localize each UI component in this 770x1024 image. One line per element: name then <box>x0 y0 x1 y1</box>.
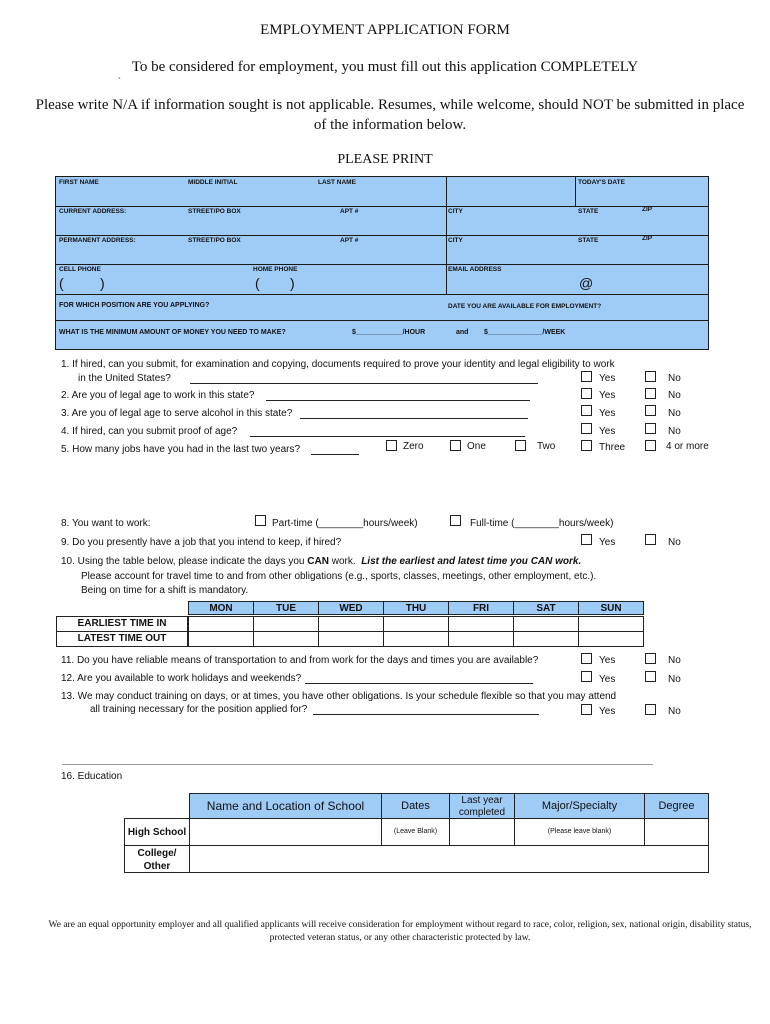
q12-yes-checkbox[interactable] <box>581 671 592 682</box>
current-address-field[interactable]: CURRENT ADDRESS: <box>59 208 127 215</box>
q1-yes-checkbox[interactable] <box>581 371 592 382</box>
stray-mark: ` <box>118 76 121 86</box>
q13-answer-line[interactable] <box>313 714 539 715</box>
q1-text: 1. If hired, can you submit, for examination and copying, documents required to prove your identity and legal eligibility to work <box>61 359 615 370</box>
q2-text: 2. Are you of legal age to work in this state? <box>61 390 255 401</box>
current-apt-label: APT # <box>340 208 359 215</box>
current-zip-label: ZIP <box>642 206 653 213</box>
q10-text-cont2: Being on time for a shift is mandatory. <box>81 585 249 596</box>
available-date-field[interactable]: DATE YOU ARE AVAILABLE FOR EMPLOYMENT? <box>448 303 602 310</box>
q11-yes-label: Yes <box>599 655 616 666</box>
permanent-address-field[interactable]: PERMANENT ADDRESS: <box>59 237 136 244</box>
edu-header-degree: Degree <box>644 793 709 819</box>
q4-text: 4. If hired, can you submit proof of age? <box>61 426 238 437</box>
q13-yes-label: Yes <box>599 706 616 717</box>
and-label: and <box>456 329 469 336</box>
day-header: SAT <box>513 601 579 615</box>
intro-na-instructions: Please write N/A if information sought is not applicable. Resumes, while welcome, should NOT be submitted in place of the information below. <box>35 97 745 133</box>
q13-yes-checkbox[interactable] <box>581 704 592 715</box>
q9-text: 9. Do you presently have a job that you intend to keep, if hired? <box>61 537 342 548</box>
q12-no-label: No <box>668 674 681 685</box>
q5-one-checkbox[interactable] <box>450 440 461 451</box>
q12-yes-label: Yes <box>599 674 616 685</box>
q4-answer-line[interactable] <box>250 436 525 437</box>
time-cell[interactable] <box>383 616 449 632</box>
edu-header-major: Major/Specialty <box>514 793 645 819</box>
q1-answer-line[interactable] <box>190 383 538 384</box>
q1-no-label: No <box>668 373 681 384</box>
day-header: SUN <box>578 601 644 615</box>
high-school-name-cell[interactable] <box>189 818 382 846</box>
q5-answer-line[interactable] <box>311 454 359 455</box>
q2-no-checkbox[interactable] <box>645 388 656 399</box>
full-time-label: Full-time (________hours/week) <box>470 518 614 529</box>
eeo-statement: We are an equal opportunity employer and all qualified applicants will receive consideration for employment without regard to race, color, religion, sex, national origin, disability status, protected veteran status, or any other characteristic protected by law. <box>48 920 752 943</box>
time-cell[interactable] <box>578 631 644 647</box>
q16-text: 16. Education <box>61 771 123 782</box>
cell-paren-close: ) <box>100 275 105 291</box>
q11-no-checkbox[interactable] <box>645 653 656 664</box>
q11-text: 11. Do you have reliable means of transportation to and from work for the days and times you are available? <box>61 655 539 666</box>
home-paren-open: ( <box>255 275 260 291</box>
at-sign: @ <box>579 275 594 291</box>
min-pay-hour-field[interactable]: $____________/HOUR <box>352 329 426 336</box>
q5-zero-checkbox[interactable] <box>386 440 397 451</box>
q12-answer-line[interactable] <box>305 683 533 684</box>
q3-yes-label: Yes <box>599 408 616 419</box>
permanent-city-label: CITY <box>448 237 463 244</box>
q3-yes-checkbox[interactable] <box>581 405 592 416</box>
min-pay-label: WHAT IS THE MINIMUM AMOUNT OF MONEY YOU NEED TO MAKE? <box>59 329 286 336</box>
intro-completely: To be considered for employment, you must fill out this application COMPLETELY <box>131 59 639 75</box>
day-header: MON <box>188 601 254 615</box>
college-cell[interactable] <box>189 845 709 873</box>
q3-answer-line[interactable] <box>300 418 528 419</box>
time-cell[interactable] <box>513 616 579 632</box>
q5-two-label: Two <box>537 441 556 452</box>
q5-four-more-label: 4 or more <box>666 441 709 452</box>
q13-text: 13. We may conduct training on days, or at times, you have other obligations. Is your schedule flexible so that you may attend <box>61 691 617 702</box>
edu-header-last-year: Last year completed <box>449 793 515 819</box>
current-state-label: STATE <box>578 208 599 215</box>
q5-three-checkbox[interactable] <box>581 440 592 451</box>
time-cell[interactable] <box>578 616 644 632</box>
q4-yes-label: Yes <box>599 426 616 437</box>
q10-text: 10. Using the table below, please indicate the days you CAN work. List the earliest and latest time you CAN work. <box>61 556 582 567</box>
cell-phone-field[interactable]: CELL PHONE <box>59 266 101 273</box>
q10-text-cont: Please account for travel time to and from other obligations (e.g., sports, classes, meetings, other employment, etc.). <box>81 571 597 582</box>
time-cell[interactable] <box>318 631 384 647</box>
time-cell[interactable] <box>448 616 514 632</box>
q13-no-label: No <box>668 706 681 717</box>
permanent-state-label: STATE <box>578 237 599 244</box>
contact-info-table <box>55 176 709 350</box>
q4-no-checkbox[interactable] <box>645 423 656 434</box>
part-time-label: Part-time (________hours/week) <box>272 518 418 529</box>
time-cell[interactable] <box>513 631 579 647</box>
q2-answer-line[interactable] <box>266 400 530 401</box>
high-school-dates-cell: (Leave Blank) <box>381 818 450 846</box>
q3-no-checkbox[interactable] <box>645 405 656 416</box>
q5-two-checkbox[interactable] <box>515 440 526 451</box>
q13-text-cont: all training necessary for the position applied for? <box>90 704 308 715</box>
latest-time-label: LATEST TIME OUT <box>56 631 188 647</box>
current-city-label: CITY <box>448 208 463 215</box>
q4-no-label: No <box>668 426 681 437</box>
last-name-field[interactable]: LAST NAME <box>318 179 356 186</box>
q4-yes-checkbox[interactable] <box>581 423 592 434</box>
email-field[interactable]: EMAIL ADDRESS <box>448 266 502 273</box>
divider <box>62 764 653 765</box>
time-cell[interactable] <box>253 631 319 647</box>
cell-paren-open: ( <box>59 275 64 291</box>
q12-text: 12. Are you available to work holidays and weekends? <box>61 673 302 684</box>
q8-text: 8. You want to work: <box>61 518 151 529</box>
time-cell[interactable] <box>318 616 384 632</box>
q9-no-checkbox[interactable] <box>645 534 656 545</box>
time-cell[interactable] <box>383 631 449 647</box>
q9-yes-checkbox[interactable] <box>581 534 592 545</box>
high-school-degree-cell[interactable] <box>644 818 709 846</box>
time-cell[interactable] <box>253 616 319 632</box>
high-school-major-cell: (Please leave blank) <box>514 818 645 846</box>
q5-one-label: One <box>467 441 486 452</box>
q5-text: 5. How many jobs have you had in the last two years? <box>61 444 301 455</box>
time-cell[interactable] <box>448 631 514 647</box>
q3-text: 3. Are you of legal age to serve alcohol in this state? <box>61 408 293 419</box>
time-cell[interactable] <box>188 631 254 647</box>
q3-no-label: No <box>668 408 681 419</box>
position-field[interactable]: FOR WHICH POSITION ARE YOU APPLYING? <box>59 302 210 309</box>
q1-yes-label: Yes <box>599 373 616 384</box>
q1-text-cont: in the United States? <box>78 373 171 384</box>
part-time-checkbox[interactable] <box>255 515 266 526</box>
min-pay-week-field[interactable]: $______________/WEEK <box>484 329 566 336</box>
middle-initial-field[interactable]: MIDDLE INITIAL <box>188 179 238 186</box>
todays-date-field[interactable]: TODAY'S DATE <box>578 179 625 186</box>
high-school-label: High School <box>124 818 190 846</box>
home-phone-field[interactable]: HOME PHONE <box>253 266 298 273</box>
q11-no-label: No <box>668 655 681 666</box>
q12-no-checkbox[interactable] <box>645 671 656 682</box>
q5-zero-label: Zero <box>403 441 424 452</box>
form-title: EMPLOYMENT APPLICATION FORM <box>260 22 510 38</box>
q2-no-label: No <box>668 390 681 401</box>
q11-yes-checkbox[interactable] <box>581 653 592 664</box>
please-print: PLEASE PRINT <box>337 152 433 167</box>
q9-no-label: No <box>668 537 681 548</box>
full-time-checkbox[interactable] <box>450 515 461 526</box>
time-cell[interactable] <box>188 616 254 632</box>
availability-table <box>56 601 644 647</box>
q1-no-checkbox[interactable] <box>645 371 656 382</box>
day-header: WED <box>318 601 384 615</box>
day-header: THU <box>383 601 449 615</box>
home-paren-close: ) <box>290 275 295 291</box>
day-header: TUE <box>253 601 319 615</box>
q9-yes-label: Yes <box>599 537 616 548</box>
first-name-field[interactable]: FIRST NAME <box>59 179 99 186</box>
day-header: FRI <box>448 601 514 615</box>
college-label: College/ Other <box>124 845 190 873</box>
current-street-label: STREET/PO BOX <box>188 208 241 215</box>
q5-three-label: Three <box>599 442 626 453</box>
permanent-street-label: STREET/PO BOX <box>188 237 241 244</box>
permanent-zip-label: ZIP <box>642 235 653 242</box>
high-school-last-year-cell[interactable] <box>449 818 515 846</box>
edu-header-dates: Dates <box>381 793 450 819</box>
q2-yes-checkbox[interactable] <box>581 388 592 399</box>
q13-no-checkbox[interactable] <box>645 704 656 715</box>
q2-yes-label: Yes <box>599 390 616 401</box>
q5-four-more-checkbox[interactable] <box>645 440 656 451</box>
permanent-apt-label: APT # <box>340 237 359 244</box>
edu-header-school: Name and Location of School <box>189 793 382 819</box>
earliest-time-label: EARLIEST TIME IN <box>56 616 188 632</box>
